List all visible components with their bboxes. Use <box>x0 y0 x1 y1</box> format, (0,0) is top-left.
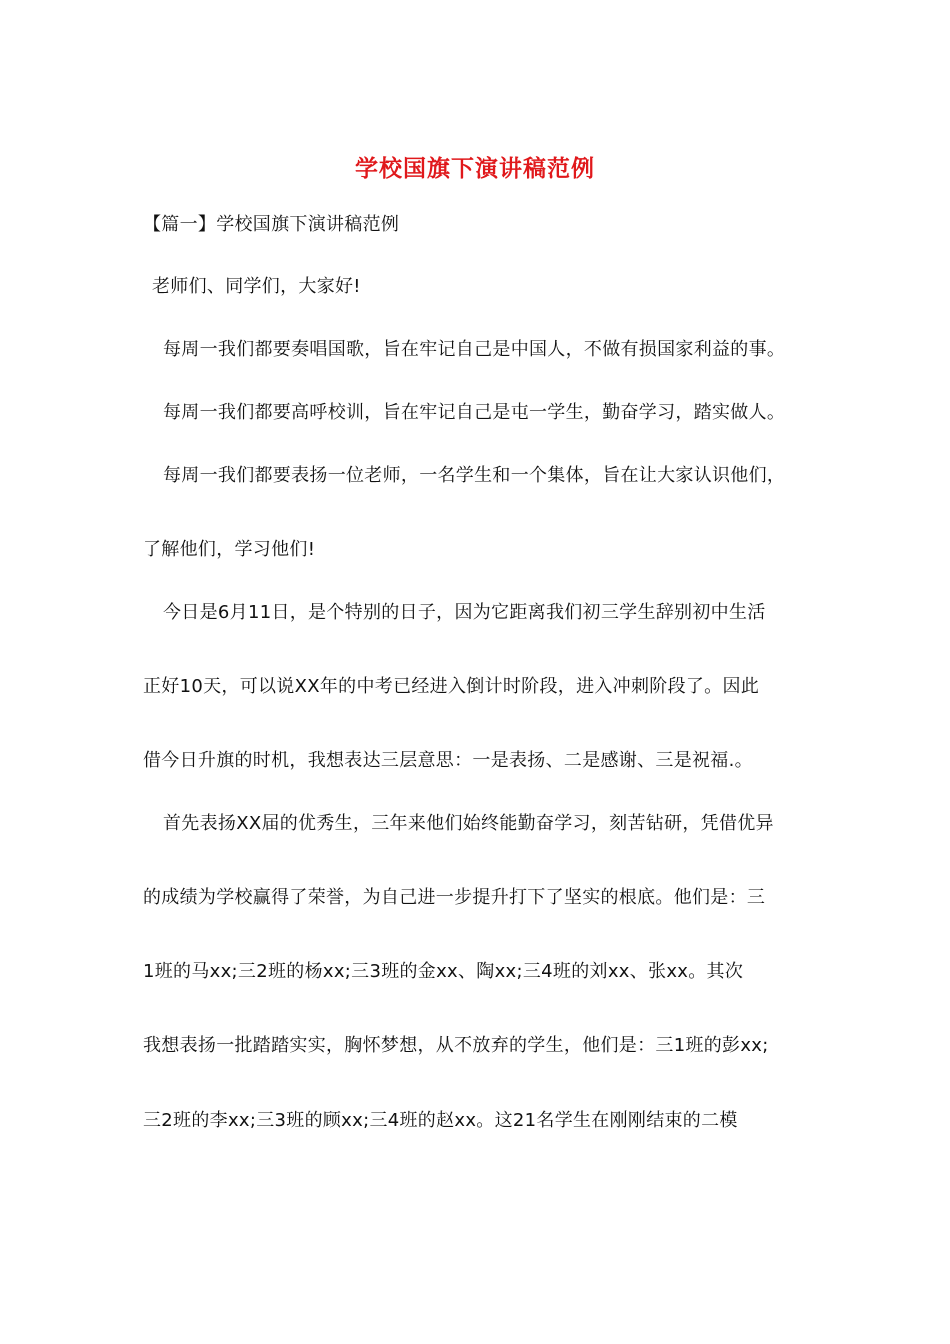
paragraph-line: 今日是6月11日，是个特别的日子，因为它距离我们初三学生辞别初中生活 <box>163 602 766 623</box>
paragraph-line: 每周一我们都要表扬一位老师，一名学生和一个集体，旨在让大家认识他们， <box>163 465 786 486</box>
paragraph-line: 借今日升旗的时机，我想表达三层意思：一是表扬、二是感谢、三是祝福.。 <box>143 750 753 771</box>
paragraph-line: 首先表扬XX届的优秀生，三年来他们始终能勤奋学习，刻苦钻研，凭借优异 <box>163 813 774 834</box>
paragraph-line: 1班的马xx;三2班的杨xx;三3班的金xx、陶xx;三4班的刘xx、张xx。其次 <box>143 961 744 982</box>
document-title: 学校国旗下演讲稿范例 <box>355 155 595 182</box>
paragraph-line: 三2班的李xx;三3班的顾xx;三4班的赵xx。这21名学生在刚刚结束的二模 <box>143 1110 738 1131</box>
paragraph-line: 的成绩为学校赢得了荣誉，为自己进一步提升打下了坚实的根底。他们是：三 <box>143 887 766 908</box>
paragraph-line: 了解他们，学习他们! <box>143 539 316 560</box>
paragraph-line: 正好10天，可以说XX年的中考已经进入倒计时阶段，进入冲刺阶段了。因此 <box>143 676 760 697</box>
paragraph-line: 我想表扬一批踏踏实实，胸怀梦想，从不放弃的学生，他们是：三1班的彭xx; <box>143 1035 769 1056</box>
paragraph-line: 每周一我们都要奏唱国歌，旨在牢记自己是中国人，不做有损国家利益的事。 <box>163 339 786 360</box>
section-heading: 【篇一】学校国旗下演讲稿范例 <box>143 214 400 235</box>
paragraph-line: 每周一我们都要高呼校训，旨在牢记自己是屯一学生，勤奋学习，踏实做人。 <box>163 402 786 423</box>
greeting-line: 老师们、同学们，大家好! <box>152 276 361 297</box>
